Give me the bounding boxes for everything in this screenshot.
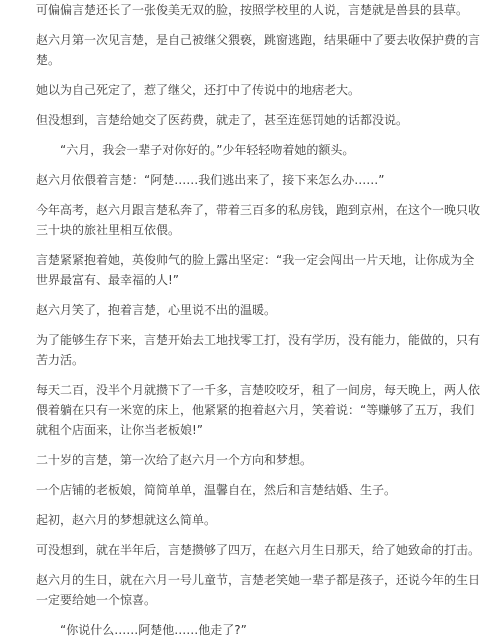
- paragraph-5: “六月，我会一辈子对你好的。”少年轻轻吻着她的额头。: [60, 143, 355, 157]
- paragraph-9: 赵六月笑了，抱着言楚，心里说不出的温暖。: [36, 303, 277, 317]
- paragraph-13: 一个店铺的老板娘，简简单单，温馨自在，然后和言楚结婚、生子。: [36, 483, 397, 497]
- paragraph-1: 可偏偏言楚还长了一张俊美无双的脸，按照学校里的人说，言楚就是兽县的县草。: [36, 3, 469, 17]
- paragraph-15: 可没想到，就在半年后，言楚攒够了四万，在赵六月生日那天，给了她致命的打击。: [36, 543, 481, 557]
- paragraph-8: 言楚紧紧抱着她，英俊帅气的脸上露出坚定：“我一定会闯出一片天地，让你成为全世界最富有、最幸福的人!”: [36, 253, 475, 287]
- paragraph-11: 每天二百，没半个月就攒下了一千多，言楚咬咬牙，租了一间房，每天晚上，两人依偎着躺在只有一米宽的床上，他紧紧的抱着赵六月，笑着说：“等赚够了五万，我们就租个店面来，让你当老板娘!”: [36, 383, 481, 437]
- paragraph-7: 今年高考，赵六月跟言楚私奔了，带着三百多的私房钱，跑到京州，在这个一晚只收三十块的旅社里相互依偎。: [36, 203, 481, 237]
- paragraph-16: 赵六月的生日，就在六月一号儿童节，言楚老笑她一辈子都是孩子，还说今年的生日一定要给她一个惊喜。: [36, 573, 481, 607]
- paragraph-12: 二十岁的言楚，第一次给了赵六月一个方向和梦想。: [36, 453, 313, 467]
- paragraph-6: 赵六月依偎着言楚：“阿楚……我们逃出来了，接下来怎么办……”: [36, 173, 385, 187]
- paragraph-14: 起初，赵六月的梦想就这么简单。: [36, 513, 217, 527]
- paragraph-4: 但没想到，言楚给她交了医药费，就走了，甚至连惩罚她的话都没说。: [36, 113, 409, 127]
- paragraph-3: 她以为自己死定了，惹了继父，还打中了传说中的地痞老大。: [36, 83, 361, 97]
- paragraph-17: “你说什么……阿楚他……他走了?”: [60, 623, 247, 637]
- paragraph-10: 为了能够生存下来，言楚开始去工地找零工打，没有学历，没有能力，能做的，只有苦力活。: [36, 333, 481, 367]
- paragraph-2: 赵六月第一次见言楚，是自己被继父猥亵，跳窗逃跑，结果砸中了要去收保护费的言楚。: [36, 33, 481, 67]
